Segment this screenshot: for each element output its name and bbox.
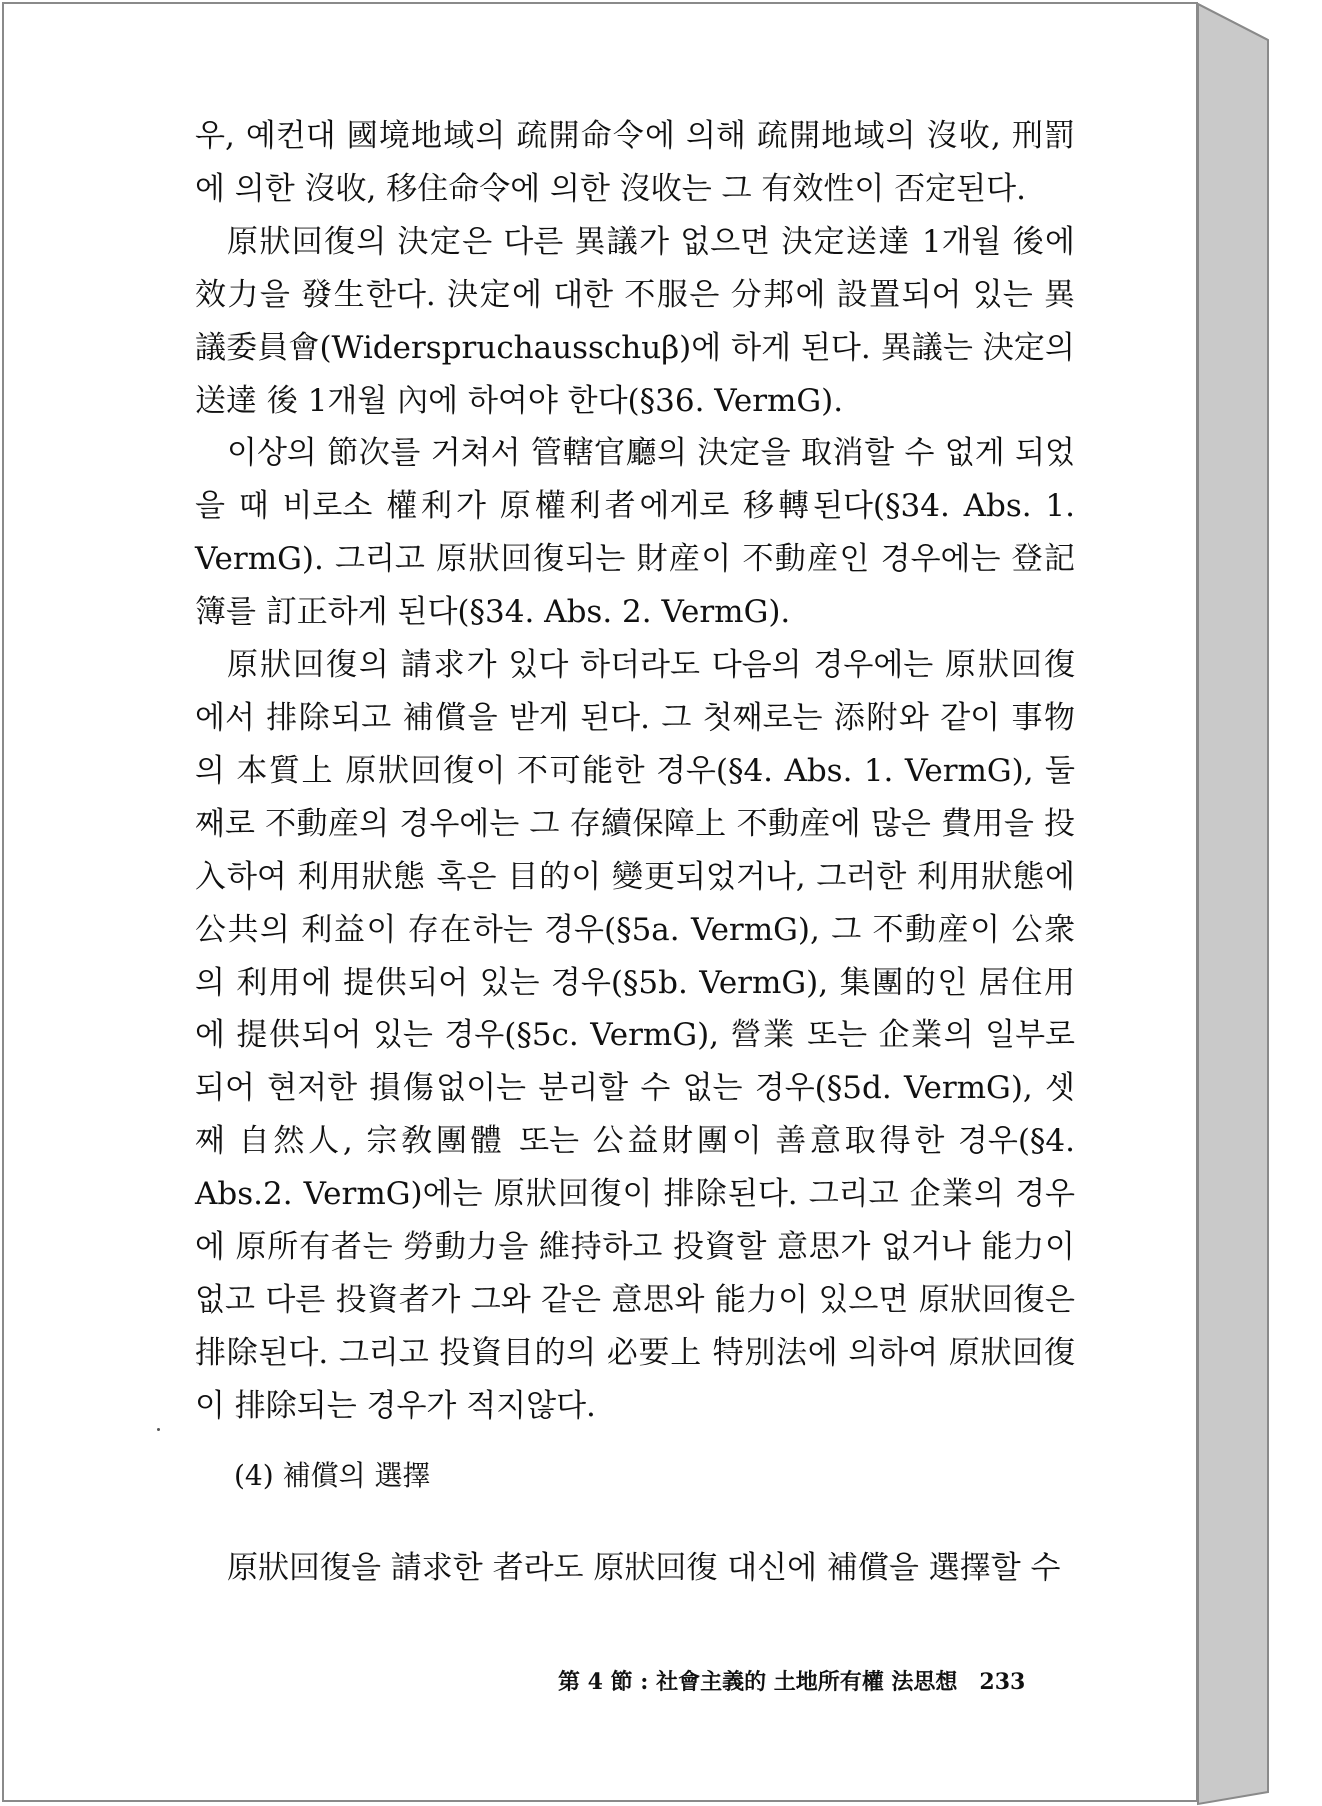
body-text: [195, 110, 1075, 1433]
paragraph-continuation: 우, 예컨대 國境地域의 疏開命令에 의해 疏開地域의 沒收, 刑罰에 의한 沒收, 移住命令에 의한 沒收는 그 有效性이 否定된다.: [195, 118, 1075, 207]
running-footer: [558, 1664, 1058, 1700]
paragraph-restitution-exclusion: 原狀回復의 請求가 있다 하더라도 다음의 경우에는 原狀回復에서 排除되고 補償을 받게 된다. 그 첫째로는 添附와 같이 事物의 本質上 原狀回復이 不可能한 경우(§4. Abs. 1. VermG), 둘째로 不動産의 경우에는 그 存續保障上 不動産에 많은 費用을 投入하여 利用狀態 혹은 目的이 變更되었거나, 그러한 利用狀態에 公共의 利益이 存在하는 경우(§5a. VermG), 그 不動産이 公衆의 利用에 提供되어 있는 경우(§5b. VermG), 集團的인 居住用에 提供되어 있는 경우(§5c. VermG), 營業 또는 企業의 일부로 되어 현저한 損傷없이는 분리할 수 없는 경우(§5d. VermG), 셋째 自然人, 宗敎團體 또는 公益財團이 善意取得한 경우(§4. Abs.2. VermG)에는 原狀回復이 排除된다. 그리고 企業의 경우에 原所有者는 勞動力을 維持하고 投資할 意思가 없거나 能力이 없고 다른 投資者가 그와 같은 意思와 能力이 있으면 原狀回復은 排除된다. 그리고 投資目的의 必要上 特別法에 의하여 原狀回復이 排除되는 경우가 적지않다.: [195, 647, 1075, 1424]
running-title: 第 4 節 : 社會主義的 土地所有權 法思想: [558, 1669, 958, 1695]
scan-speck: [157, 1428, 160, 1431]
paragraph-rights-transfer: 이상의 節次를 거쳐서 管轄官廳의 決定을 取消할 수 없게 되었을 때 비로소 權利가 原權利者에게로 移轉된다(§34. Abs. 1. VermG). 그리고 原狀回復되는 財産이 不動産인 경우에는 登記簿를 訂正하게 된다(§34. Abs. 2. VermG).: [195, 435, 1075, 631]
page-number: 233: [979, 1669, 1026, 1695]
paragraph-compensation-choice: 原狀回復을 請求한 者라도 原狀回復 대신에 補償을 選擇할 수: [227, 1550, 1061, 1586]
paragraph-restitution-decision: 原狀回復의 決定은 다른 異議가 없으면 決定送達 1개월 後에 效力을 發生한다. 決定에 대한 不服은 分邦에 設置되어 있는 異議委員會(Widerspruchausschuβ)에 하게 된다. 異議는 決定의 送達 後 1개월 內에 하여야 한다(§36. VermG).: [195, 223, 1075, 419]
section-heading: (4) 補償의 選擇: [234, 1459, 431, 1492]
document-page: [2, 2, 1198, 1802]
